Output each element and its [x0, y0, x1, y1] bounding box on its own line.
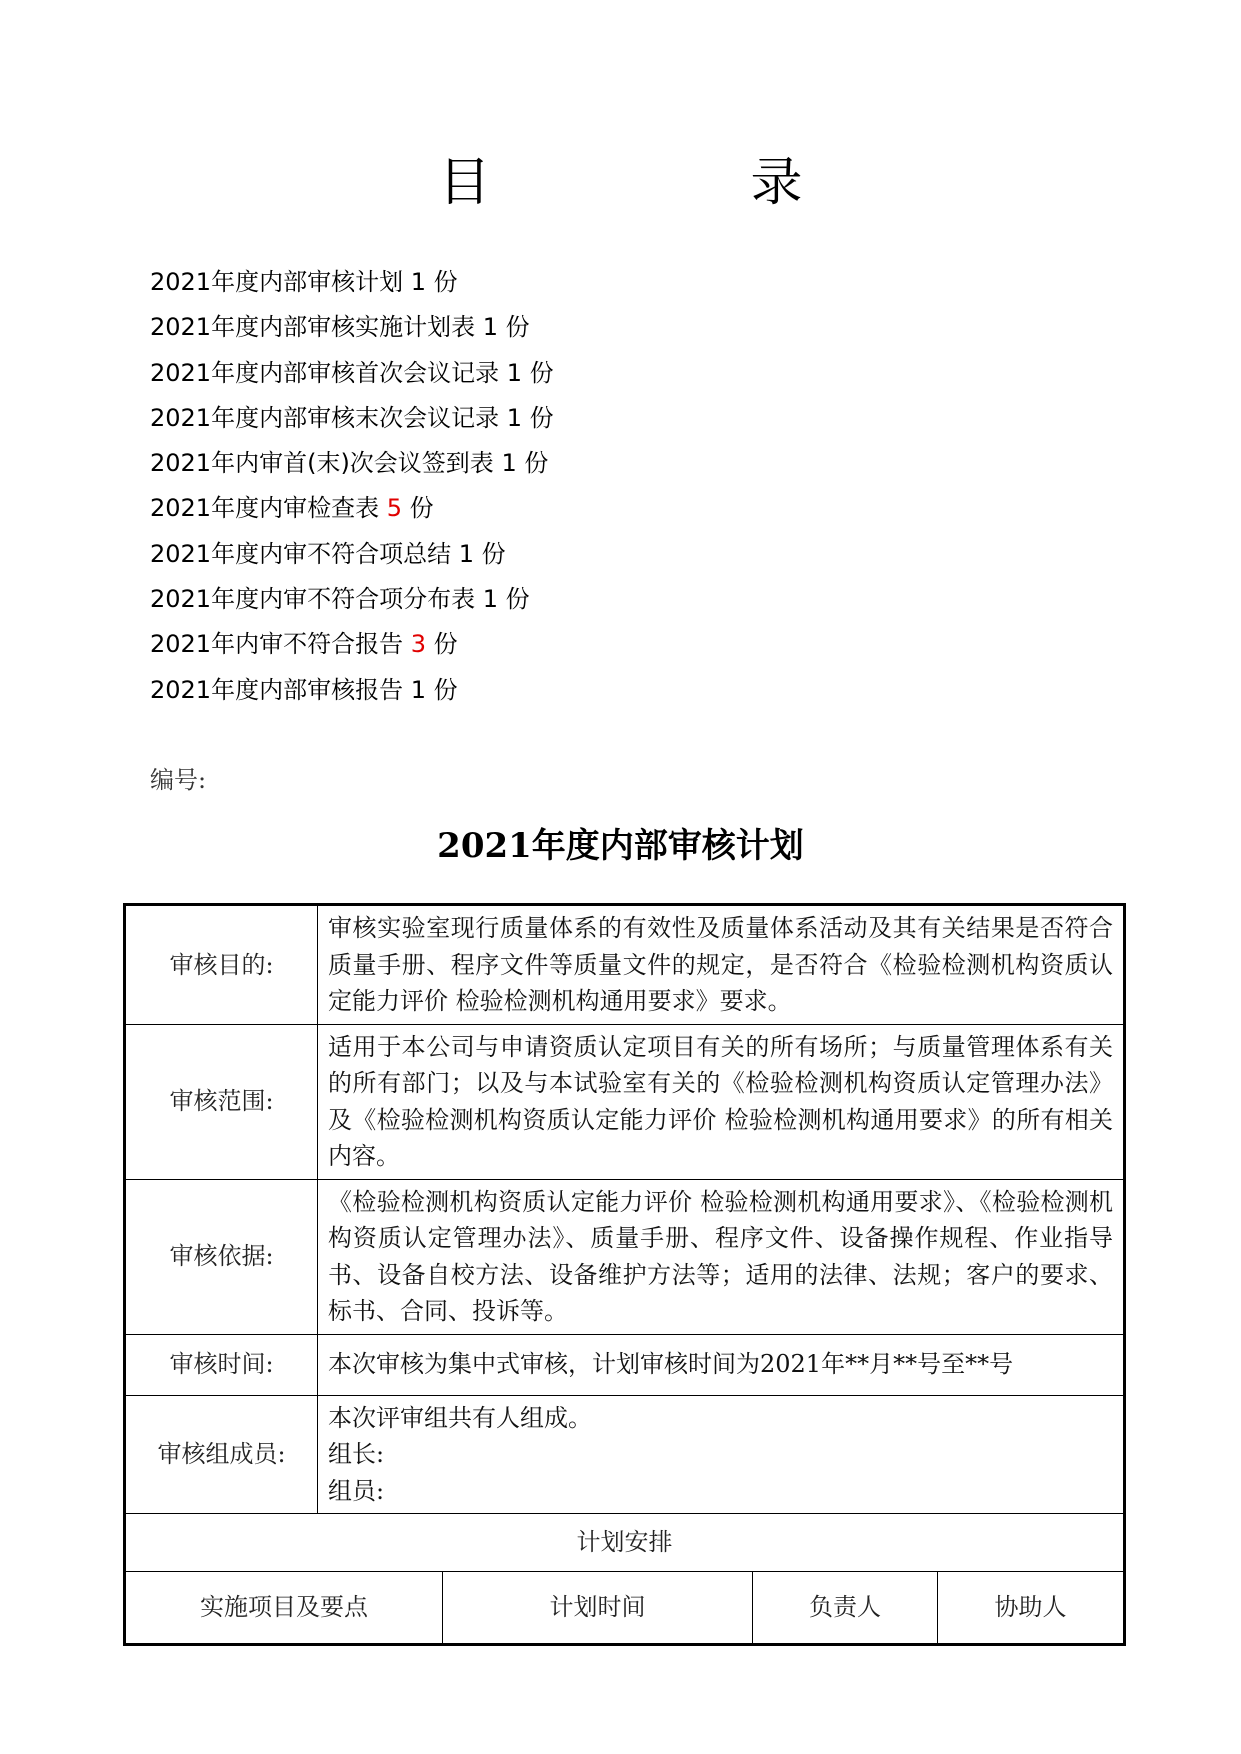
toc-item-count: 1	[482, 585, 498, 614]
toc-item	[150, 305, 554, 350]
toc-item	[150, 577, 554, 622]
toc-list	[150, 260, 554, 713]
basis-content: 《检验检测机构资质认定能力评价 检验检测机构通用要求》、《检验检测机构资质认定管理办法》、质量手册、程序文件、设备操作规程、作业指导书、设备自校方法、设备维护方法等；适用的法律、法规；客户的要求、标书、合同、投诉等。	[318, 1179, 1125, 1334]
members-content	[318, 1395, 1125, 1514]
toc-item-text: 2021年度内审检查表	[150, 494, 380, 523]
members-label: 审核组成员:	[125, 1395, 318, 1514]
members-line: 本次评审组共有人组成。	[328, 1403, 592, 1432]
time-content: 本次审核为集中式审核，计划审核时间为2021年**月**号至**号	[318, 1334, 1125, 1395]
toc-item-text: 2021年内审首(末)次会议签到表	[150, 449, 494, 478]
plan-title: 2021年度内部审核计划	[437, 826, 804, 866]
basis-label: 审核依据:	[125, 1179, 318, 1334]
toc-item-text: 2021年度内审不符合项总结	[150, 539, 452, 568]
toc-item-count: 1	[506, 358, 522, 387]
toc-item-text: 2021年内审不符合报告	[150, 630, 404, 659]
toc-item	[150, 260, 554, 305]
toc-item-text: 2021年度内审不符合项分布表	[150, 585, 476, 614]
toc-item-text: 2021年度内部审核报告	[150, 675, 404, 704]
column-header-items: 实施项目及要点	[125, 1572, 443, 1645]
audit-plan-table	[123, 903, 1126, 1646]
toc-item-count: 1	[410, 675, 426, 704]
toc-item	[150, 532, 554, 577]
toc-item-count: 1	[482, 313, 498, 342]
toc-item-count: 1	[410, 268, 426, 296]
toc-item-unit: 份	[505, 585, 530, 614]
scope-label: 审核范围:	[125, 1024, 318, 1179]
column-header-owner: 负责人	[753, 1572, 938, 1645]
scope-content: 适用于本公司与申请资质认定项目有关的所有场所；与质量管理体系有关的所有部门；以及与本试验室有关的《检验检测机构资质认定管理办法》及《检验检测机构资质认定能力评价 检验检测机构通用要求》的所有相关内容。	[318, 1024, 1125, 1179]
toc-item-count: 5	[386, 494, 402, 523]
time-label: 审核时间:	[125, 1334, 318, 1395]
toc-item-text: 2021年度内部审核首次会议记录	[150, 358, 500, 387]
toc-item	[150, 622, 554, 667]
toc-item-unit: 份	[524, 449, 549, 478]
toc-item-unit: 份	[433, 268, 458, 296]
team-members-label: 组员:	[328, 1476, 385, 1505]
toc-item-unit: 份	[529, 358, 554, 387]
toc-item-unit: 份	[529, 403, 554, 432]
purpose-content: 审核实验室现行质量体系的有效性及质量体系活动及其有关结果是否符合质量手册、程序文件等质量文件的规定，是否符合《检验检测机构资质认定能力评价 检验检测机构通用要求》要求。	[318, 905, 1125, 1025]
toc-item-unit: 份	[481, 539, 506, 568]
toc-item-unit: 份	[433, 675, 458, 704]
doc-number-label: 编号:	[150, 766, 207, 794]
toc-item-unit: 份	[433, 630, 458, 659]
table-row	[125, 1024, 1125, 1179]
toc-item	[150, 668, 554, 713]
toc-item-text: 2021年度内部审核计划	[150, 268, 404, 296]
table-row	[125, 1179, 1125, 1334]
toc-item	[150, 441, 554, 486]
toc-item-count: 1	[501, 449, 517, 478]
toc-item-count: 1	[506, 403, 522, 432]
toc-item-text: 2021年度内部审核实施计划表	[150, 313, 476, 342]
toc-item-count: 1	[458, 539, 474, 568]
toc-item	[150, 351, 554, 396]
table-row	[125, 1514, 1125, 1572]
table-row	[125, 1572, 1125, 1645]
team-leader-label: 组长:	[328, 1440, 385, 1468]
toc-item-unit: 份	[505, 313, 530, 342]
toc-item-unit: 份	[409, 494, 434, 523]
table-row	[125, 1395, 1125, 1514]
purpose-label: 审核目的:	[125, 905, 318, 1025]
table-row	[125, 905, 1125, 1025]
schedule-header: 计划安排	[125, 1514, 1125, 1572]
column-header-assistant: 协助人	[938, 1572, 1125, 1645]
toc-title: 目录	[438, 153, 1063, 213]
toc-item-count: 3	[410, 630, 426, 659]
column-header-time: 计划时间	[443, 1572, 753, 1645]
toc-item	[150, 486, 554, 531]
toc-item-text: 2021年度内部审核末次会议记录	[150, 403, 500, 432]
toc-item	[150, 396, 554, 441]
table-row	[125, 1334, 1125, 1395]
